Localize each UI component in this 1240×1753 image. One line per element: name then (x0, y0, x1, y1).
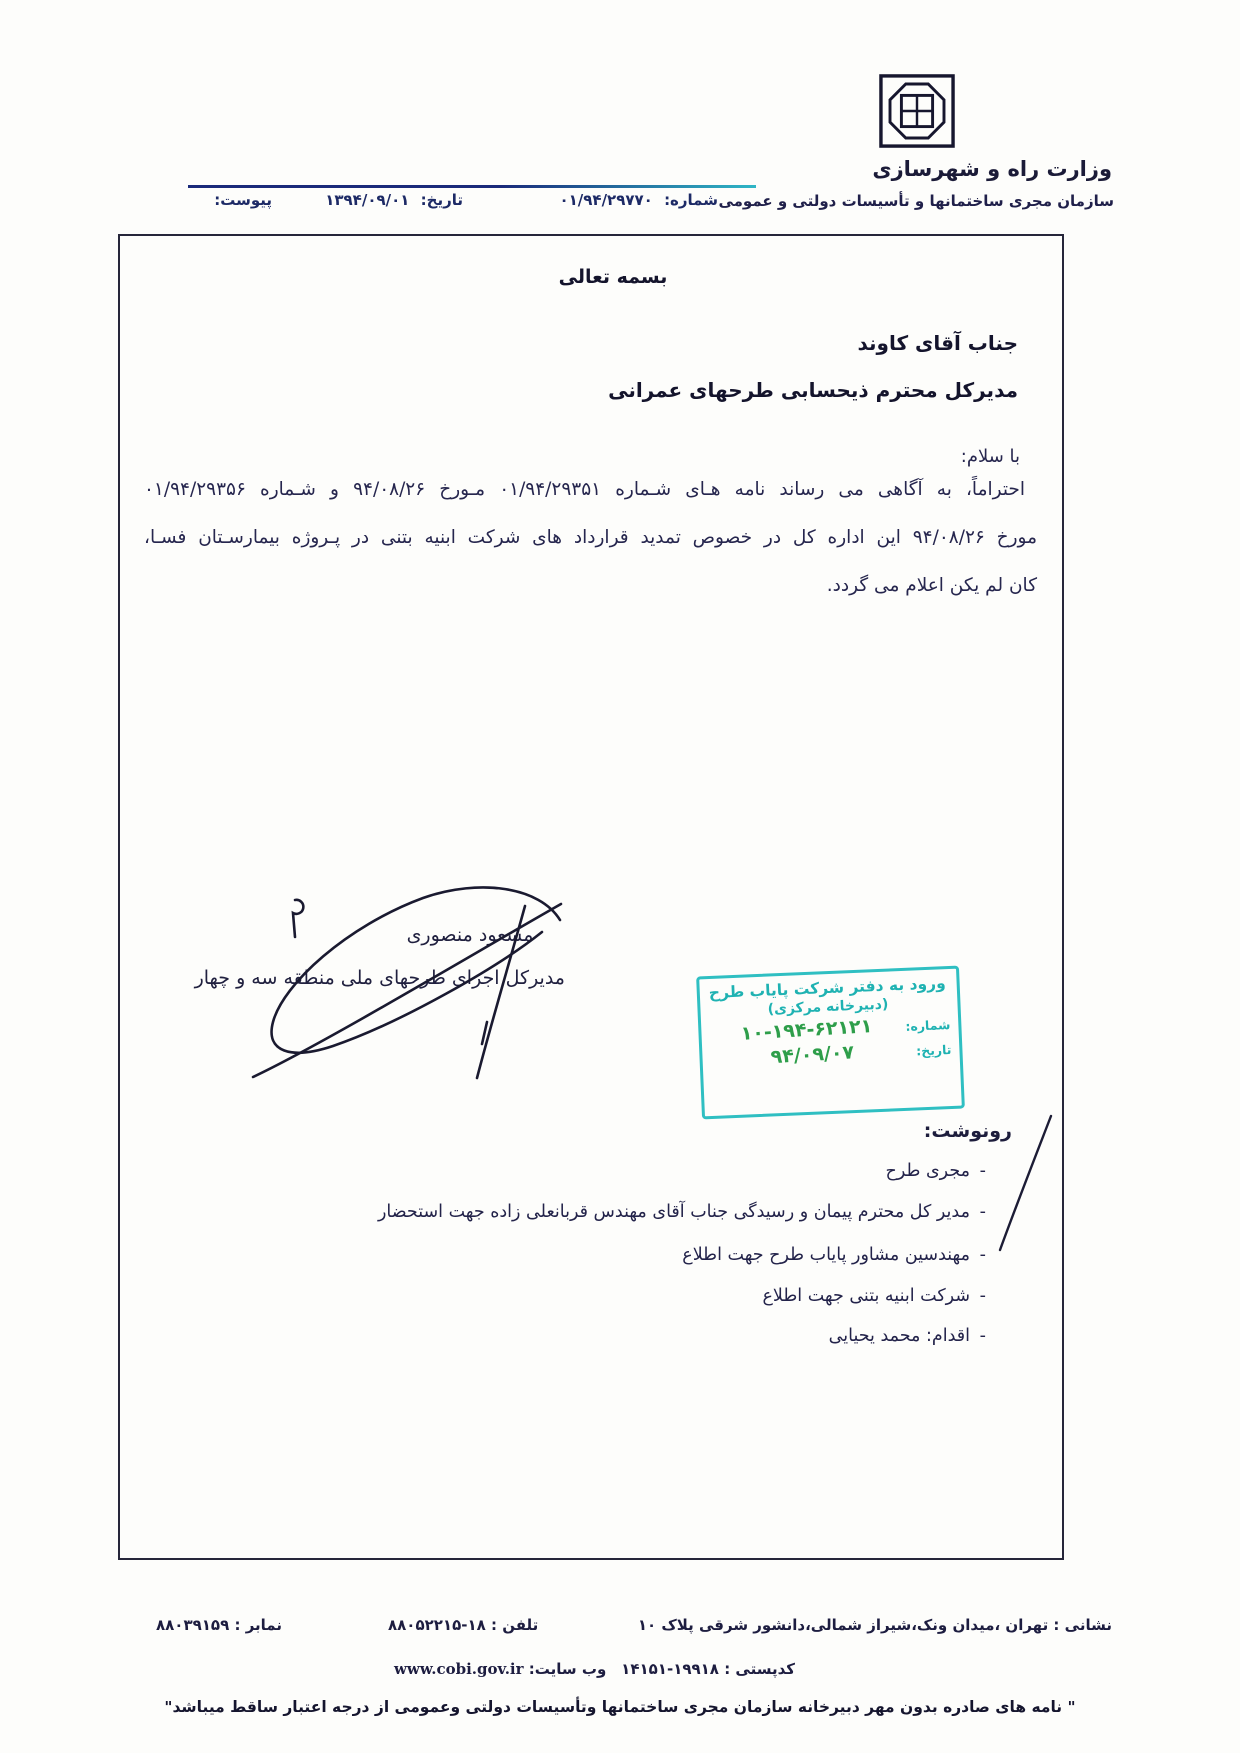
cc-dash: - (979, 1326, 986, 1346)
stamp-number-label: شماره: (905, 1016, 951, 1034)
cc-item-text: اقدام: محمد یحیایی (828, 1326, 970, 1346)
letter-date-value: ۱۳۹۴/۰۹/۰۱ (325, 191, 410, 209)
stamp-date-label: تاریخ: (915, 1041, 952, 1058)
letter-number (559, 191, 718, 209)
letter-date (325, 191, 463, 209)
header-divider (188, 185, 756, 188)
stamp-date-value: ۹۴/۰۹/۰۷ (770, 1041, 855, 1069)
cc-item-text: مدیر کل محترم پیمان و رسیدگی جناب آقای مهندس قربانعلی زاده جهت استحضار (377, 1202, 970, 1222)
footer-address: نشانی : تهران ،میدان ونک،شیراز شمالی،دانشور شرقی پلاک ۱۰ (637, 1616, 1112, 1634)
footer-disclaimer: " نامه های صادره بدون مهر دبیرخانه سازمان مجری ساختمانها وتأسیسات دولتی وعمومی از درجه اعتبار ساقط میباشد" (164, 1698, 1076, 1716)
letter-number-value: ۰۱/۹۴/۲۹۷۷۰ (559, 191, 653, 209)
footer-website-url: www.cobi.gov.ir (394, 1660, 524, 1678)
cc-dash: - (979, 1202, 986, 1222)
signatory-name: مسعود منصوری (406, 924, 534, 946)
body-line-3: کان لم یکن اعلام می گردد. (826, 575, 1037, 596)
footer-fax: نمابر : ۸۸۰۳۹۱۵۹ (156, 1616, 282, 1634)
besmele: بسمه تعالی (558, 266, 668, 288)
body-line-2: مورخ ۹۴/۰۸/۲۶ این اداره کل در خصوص تمدید قرارداد های شرکت ابنیه بتنی در پـروژه بیمارسـتان فسـا، (144, 527, 1037, 548)
cc-item (762, 1286, 986, 1306)
window-octagon-logo-icon (878, 73, 956, 149)
cc-item (828, 1326, 986, 1346)
cc-item-text: مهندسین مشاور پایاب طرح جهت اطلاع (682, 1245, 970, 1265)
addressee-name: جناب آقای کاوند (857, 331, 1018, 355)
entry-stamp (696, 966, 965, 1120)
organization-title: سازمان مجری ساختمانها و تأسیسات دولتی و عمومی (718, 192, 1114, 210)
salutation: با سلام: (960, 446, 1020, 467)
ministry-title: وزارت راه و شهرسازی (872, 157, 1112, 181)
cc-item-text: شرکت ابنیه بتنی جهت اطلاع (762, 1286, 970, 1306)
attachment-label: پیوست: (214, 191, 272, 209)
addressee-title: مدیرکل محترم ذیحسابی طرحهای عمرانی (608, 378, 1018, 402)
cc-item (377, 1202, 986, 1222)
cc-dash: - (979, 1245, 986, 1265)
letter-date-label: تاریخ: (420, 191, 463, 209)
signatory-title: مدیرکل اجرای طرحهای ملی منطقه سه و چهار (194, 967, 565, 989)
cc-item (682, 1245, 986, 1265)
handwritten-signature (195, 872, 615, 1087)
cc-label: رونوشت: (923, 1120, 1012, 1142)
signature-stroke-icon (195, 872, 615, 1087)
cc-dash: - (979, 1161, 986, 1181)
stamp-number-value: ۱۰-۱۹۴-۶۲۱۲۱ (740, 1015, 873, 1045)
cc-item (885, 1161, 986, 1181)
footer-website (388, 1660, 606, 1678)
footer-postal-code: کدپستی : ۱۹۹۱۸-۱۴۱۵۱ (621, 1660, 795, 1678)
cc-dash: - (979, 1286, 986, 1306)
letter-number-label: شماره: (664, 191, 718, 209)
body-line-1: احتراماً، به آگاهی می رساند نامه هـای شـماره ۰۱/۹۴/۲۹۳۵۱ مـورخ ۹۴/۰۸/۲۶ و شـماره ۰۱/۹۴/۲۹۳۵۶ (144, 479, 1025, 500)
footer-phone: تلفن : ۱۸-۸۸۰۵۲۲۱۵ (388, 1616, 539, 1634)
stamp-title: ورود به دفتر شرکت پایاب طرح (708, 974, 946, 1003)
footer-website-label: وب سایت: (528, 1660, 607, 1678)
cc-item-text: مجری طرح (885, 1161, 970, 1181)
stamp-subtitle: (دبیرخانه مرکزی) (767, 996, 889, 1018)
ministry-logo (878, 73, 956, 149)
